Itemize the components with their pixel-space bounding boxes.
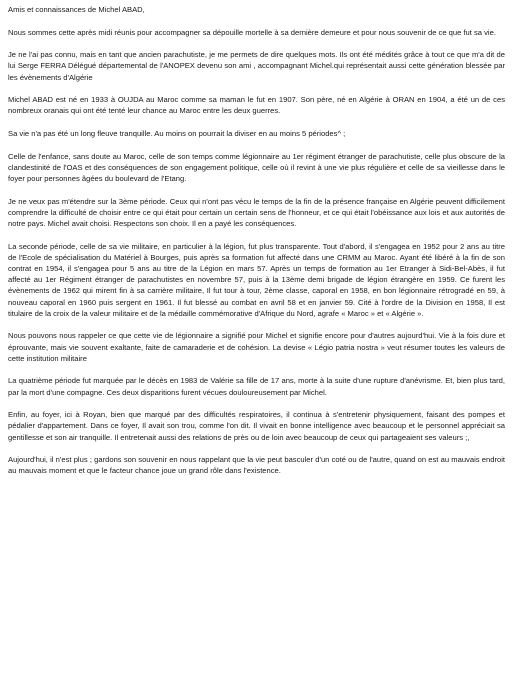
paragraph: Enfin, au foyer, ici à Royan, bien que marqué par des difficultés respiratoires, il continua à s'entretenir physiquement, faisant des pompes et pédalier d'appartement. Dans ce foyer, Il avait son trou, comme l'on dit. Il vivait en bonne intelligence avec beaucoup et le personnel appréciait sa gentillesse et son air tranquille. Il entretenait aussi des relations de près ou de loin avec beaucoup de ceux qui partageaient ses valeurs ;, (8, 410, 505, 442)
paragraph: La seconde période, celle de sa vie militaire, en particulier à la légion, fut plus transparente. Tout d'abord, il s'engagea en 1952 pour 2 ans au titre de l'Ecole de spécialisation du Matériel à Bourges, puis après sa formation fut affecté dans une CRMM au Maroc. Ayant été libéré à la fin de son contrat en 1954, il s'engagea pour 5 ans au titre de la Légion en mars 57. Après un temps de formation au 1er Etranger à Sidi-Bel-Abès, il fut affecté au 1er Régiment étranger de parachutistes en novembre 57, puis à la 13ème demi brigade de légion étrangère en 1959. Ce furent les évènements de 1962 qui mirent fin à sa carrière militaire, Il fut tour à tour, 2ème classe, caporal en 1958, en bon légionnaire rétrogradé en 59, à nouveau caporal en 1960 puis sergent en 1961. Il fut blessé au combat en avril 58 et en janvier 59. Cité à l'ordre de la Division en 1958, Il est titulaire de la croix de la valeur militaire et de la médaille commémorative d'Afrique du Nord, agrafe « Maroc » et « Algérie ». (8, 241, 505, 318)
paragraph: Je ne veux pas m'étendre sur la 3ème période. Ceux qui n'ont pas vécu le temps de la fin de la présence française en Algérie peuvent difficilement comprendre la difficulté de choisir entre ce qui était pour certain un certain sens de l'honneur, et ce qui était l'obéissance aux lois et aux autorités de notre pays. Michel avait choisi. Respectons son choix. Il en a payé les conséquences. (8, 196, 505, 228)
paragraph: Nous sommes cette après midi réunis pour accompagner sa dépouille mortelle à sa dernière demeure et pour nous souvenir de ce que fut sa vie. (8, 27, 496, 37)
paragraph: Sa vie n'a pas été un long fleuve tranquille. Au moins on pourrait la diviser en au moins 5 périodes^ ; (8, 128, 346, 138)
paragraph: Celle de l'enfance, sans doute au Maroc, celle de son temps comme légionnaire au 1er régiment étranger de parachutiste, celle plus obscure de la clandestinité de l'OAS et des conséquences de son engagement politique, celle où il revint à une vie plus régulière et celle de sa vieillesse dans le foyer pour personnes âgées du boulevard de l'Etang. (8, 151, 505, 183)
document-body (8, 4, 505, 488)
paragraph: Aujourd'hui, il n'est plus ; gardons son souvenir en nous rappelant que la vie peut basculer d'un coté ou de l'autre, quand on est au mauvais endroit au mauvais moment et que le facteur chance joue un grand rôle dans l'existence. (8, 455, 505, 476)
paragraph: Nous pouvons nous rappeler ce que cette vie de légionnaire a signifié pour Michel et signifie encore pour d'autres aujourd'hui. Vie à la fois dure et éprouvante, mais vie souvent exaltante, faite de camaraderie et de cohésion. La devise « Légio patria nostra » veut résumer toutes les valeurs de cette institution militaire (8, 331, 505, 363)
paragraph: Michel ABAD est né en 1933 à OUJDA au Maroc comme sa maman le fut en 1907. Son père, né en Algérie à ORAN en 1904, a été un de ces nombreux oranais qui ont été tenté leur chance au Maroc entre les deux guerres. (8, 95, 505, 116)
paragraph: La quatrième période fut marquée par le décès en 1983 de Valérie sa fille de 17 ans, morte à la suite d'une rupture d'anévrisme. Et, bien plus tard, par la mort d'une compagne. Ces deux disparitions furent vécues douloureusement par Michel. (8, 376, 505, 397)
greeting: Amis et connaissances de Michel ABAD, (8, 5, 145, 14)
paragraph: Je ne l'ai pas connu, mais en tant que ancien parachutiste, je me permets de dire quelques mots. Ils ont été médités grâce à tout ce que m'a dit de lui Serge FERRA Délégué départemental de l'ANOPEX devenu son ami , accompagnant Michel.qui représentait aussi cette génération blessée par les évènements d'Algérie (8, 50, 505, 82)
